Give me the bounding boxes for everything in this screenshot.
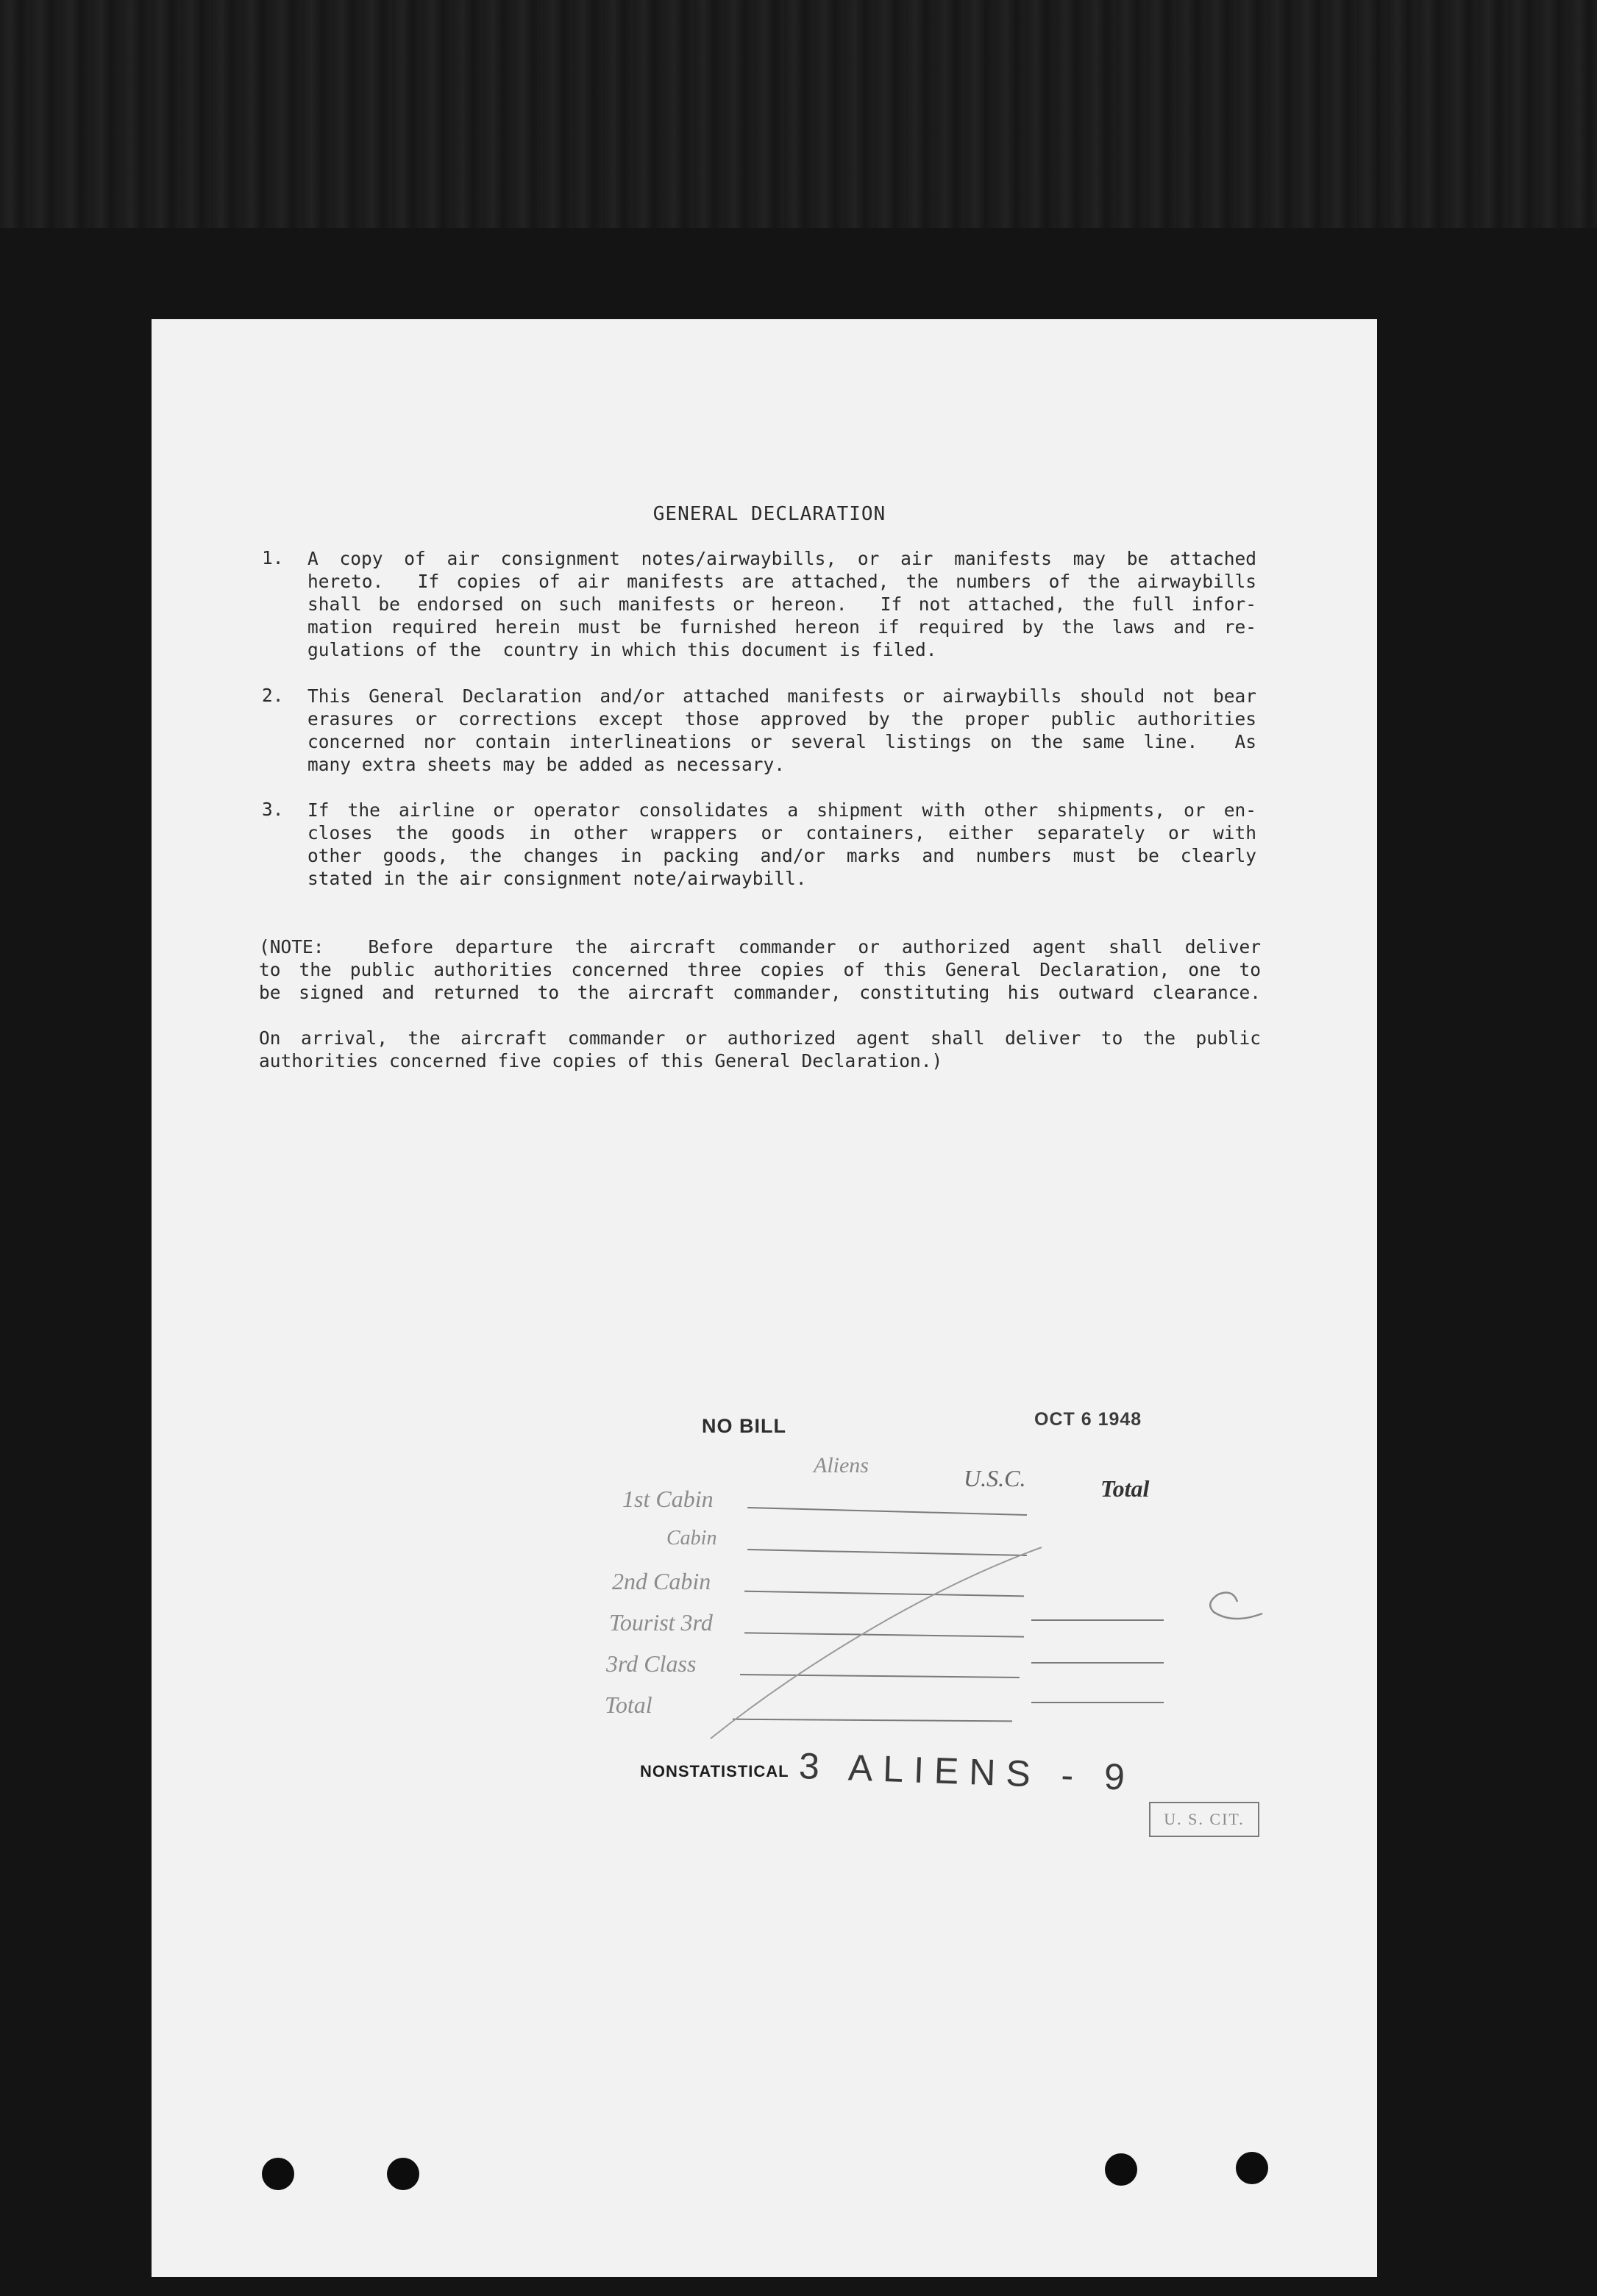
text-line: to the public authorities concerned three copies of this General Declaration, one to <box>259 959 1261 980</box>
film-border-top <box>0 0 1597 228</box>
document-heading: GENERAL DECLARATION <box>652 503 886 525</box>
row-rule <box>1031 1702 1164 1703</box>
item-number: 1. <box>262 547 284 568</box>
row-total: Total <box>605 1691 652 1718</box>
text-line: (NOTE: Before departure the aircraft commander or authorized agent shall deliver <box>259 936 1261 958</box>
text-line: many extra sheets may be added as necessary. <box>307 754 786 775</box>
text-line: other goods, the changes in packing and/or marks and numbers must be clearly <box>307 845 1256 866</box>
text-line: closes the goods in other wrappers or containers, either separately or with <box>307 822 1256 844</box>
item-number: 3. <box>262 799 284 820</box>
row-cabin: Cabin <box>666 1527 717 1550</box>
text-line: shall be endorsed on such manifests or hereon. If not attached, the full infor- <box>307 593 1256 615</box>
row-tourist-3rd: Tourist 3rd <box>609 1609 713 1636</box>
us-cit-stamp: U. S. CIT. <box>1149 1802 1259 1837</box>
text-line: erasures or corrections except those approved by the proper public authorities <box>307 708 1256 730</box>
text-line: This General Declaration and/or attached manifests or airwaybills should not bear <box>307 685 1256 707</box>
date-stamp: OCT 6 1948 <box>1034 1409 1142 1430</box>
text-line: mation required herein must be furnished hereon if required by the laws and re- <box>307 616 1256 638</box>
departure-note <box>259 935 1261 1004</box>
punch-hole <box>387 2158 419 2190</box>
punch-hole <box>1105 2153 1137 2186</box>
item-text <box>307 547 1256 661</box>
row-2nd-cabin: 2nd Cabin <box>612 1568 711 1594</box>
text-line: On arrival, the aircraft commander or authorized agent shall deliver to the public <box>259 1027 1261 1049</box>
no-bill-stamp: NO BILL <box>702 1415 786 1437</box>
row-3rd-class: 3rd Class <box>606 1650 697 1677</box>
row-1st-cabin: 1st Cabin <box>622 1486 714 1512</box>
row-rule <box>747 1507 1027 1516</box>
pencil-strike-mark <box>696 1533 1049 1753</box>
text-line: be signed and returned to the aircraft commander, constituting his outward clearance. <box>259 982 1261 1003</box>
text-line: stated in the air consignment note/airwaybill. <box>307 868 807 889</box>
punch-hole <box>262 2158 294 2190</box>
text-line: hereto. If copies of air manifests are attached, the numbers of the airwaybills <box>307 571 1256 592</box>
text-line: authorities concerned five copies of this General Declaration.) <box>259 1050 943 1072</box>
document-page <box>152 319 1377 2277</box>
item-text <box>307 685 1256 776</box>
item-number: 2. <box>262 685 284 706</box>
text-line: A copy of air consignment notes/airwaybills, or air manifests may be attached <box>307 548 1256 569</box>
column-aliens: Aliens <box>814 1453 869 1477</box>
text-line: gulations of the country in which this document is filed. <box>307 639 937 660</box>
text-line: concerned nor contain interlineations or several listings on the same line. As <box>307 731 1256 752</box>
column-total: Total <box>1100 1475 1150 1502</box>
handwritten-alien-count: 3 ALIENS - 9 <box>798 1745 1136 1798</box>
arrival-note <box>259 1027 1261 1072</box>
nonstatistical-stamp: NONSTATISTICAL <box>640 1762 789 1780</box>
text-line: If the airline or operator consolidates a shipment with other shipments, or en- <box>307 799 1256 821</box>
row-rule <box>1031 1662 1164 1664</box>
row-rule <box>1031 1619 1164 1621</box>
punch-hole <box>1236 2152 1268 2184</box>
column-usc: U.S.C. <box>964 1465 1026 1491</box>
item-text <box>307 799 1256 890</box>
pencil-loop-mark <box>1203 1584 1270 1628</box>
